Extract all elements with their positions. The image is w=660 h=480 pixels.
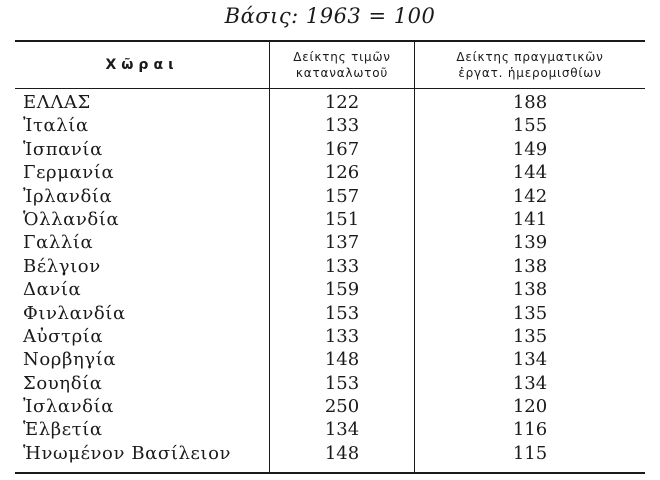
consumer-price-value: 133 bbox=[324, 255, 360, 277]
country-name: Ἰσλανδία bbox=[23, 396, 115, 418]
consumer-price-value: 159 bbox=[324, 279, 360, 301]
consumer-price-value: 137 bbox=[324, 232, 360, 254]
consumer-price-value: 133 bbox=[324, 325, 360, 347]
country-name: Γαλλία bbox=[23, 232, 94, 254]
table-row bbox=[15, 161, 645, 184]
consumer-price-value: 157 bbox=[324, 185, 360, 207]
real-wage-value: 149 bbox=[512, 138, 548, 160]
country-name: ΕΛΛΑΣ bbox=[23, 92, 91, 113]
table-row bbox=[15, 91, 645, 114]
consumer-price-value: 250 bbox=[324, 396, 360, 418]
table-row bbox=[15, 418, 645, 441]
header-real-wage-index: Δείκτης πραγματικῶν ἐργατ. ἡμερομισθίων bbox=[456, 50, 604, 80]
table-row bbox=[15, 114, 645, 137]
table-row bbox=[15, 325, 645, 348]
real-wage-value: 139 bbox=[512, 232, 548, 254]
header-consumer-price-index: Δείκτης τιμῶν καταναλωτοῦ bbox=[293, 50, 391, 80]
country-name: Ἱσπανία bbox=[23, 138, 103, 160]
real-wage-value: 141 bbox=[512, 208, 548, 230]
country-name: Νορβηγία bbox=[23, 349, 117, 371]
real-wage-value: 188 bbox=[512, 92, 548, 113]
country-name: Ἡνωμένον Βασίλειον bbox=[23, 442, 232, 464]
table-row bbox=[15, 302, 645, 325]
real-wage-value: 142 bbox=[512, 185, 548, 207]
real-wage-value: 155 bbox=[512, 115, 548, 137]
consumer-price-value: 126 bbox=[324, 162, 360, 184]
table-basis-caption: Βάσις: 1963 = 100 bbox=[224, 4, 436, 28]
consumer-price-value: 167 bbox=[324, 138, 360, 160]
consumer-price-value: 122 bbox=[324, 92, 360, 113]
real-wage-value: 135 bbox=[512, 325, 548, 347]
table-row bbox=[15, 138, 645, 161]
country-name: Γερμανία bbox=[23, 162, 115, 184]
real-wage-value: 115 bbox=[512, 442, 548, 464]
header-countries: Χῶραι bbox=[105, 57, 179, 73]
country-name: Δανία bbox=[23, 279, 82, 301]
country-name: Ὁλλανδία bbox=[23, 208, 120, 230]
real-wage-value: 120 bbox=[512, 396, 548, 418]
real-wage-value: 138 bbox=[512, 255, 548, 277]
real-wage-value: 134 bbox=[512, 372, 548, 394]
consumer-price-value: 153 bbox=[324, 372, 360, 394]
country-name: Σουηδία bbox=[23, 372, 103, 394]
table-body bbox=[15, 91, 645, 465]
real-wage-value: 144 bbox=[512, 162, 548, 184]
consumer-price-value: 151 bbox=[324, 208, 360, 230]
consumer-price-value: 148 bbox=[324, 442, 360, 464]
table-row bbox=[15, 372, 645, 395]
real-wage-value: 135 bbox=[512, 302, 548, 324]
country-name: Ἰταλία bbox=[23, 115, 89, 137]
consumer-price-value: 133 bbox=[324, 115, 360, 137]
country-name: Φινλανδία bbox=[23, 302, 126, 324]
country-name: Αὐστρία bbox=[23, 325, 104, 347]
table-row bbox=[15, 231, 645, 254]
consumer-price-value: 153 bbox=[324, 302, 360, 324]
country-name: Βέλγιον bbox=[23, 255, 101, 277]
consumer-price-value: 148 bbox=[324, 349, 360, 371]
real-wage-value: 134 bbox=[512, 349, 548, 371]
country-name: Ἑλβετία bbox=[23, 419, 103, 441]
header-rule bbox=[15, 88, 645, 89]
real-wage-value: 138 bbox=[512, 279, 548, 301]
country-name: Ἰρλανδία bbox=[23, 185, 113, 207]
table-row bbox=[15, 255, 645, 278]
table-row bbox=[15, 348, 645, 371]
table-row bbox=[15, 208, 645, 231]
table-row bbox=[15, 278, 645, 301]
consumer-price-value: 134 bbox=[324, 419, 360, 441]
table-row bbox=[15, 395, 645, 418]
real-wage-value: 116 bbox=[512, 419, 548, 441]
table-row bbox=[15, 442, 645, 465]
table-row bbox=[15, 185, 645, 208]
